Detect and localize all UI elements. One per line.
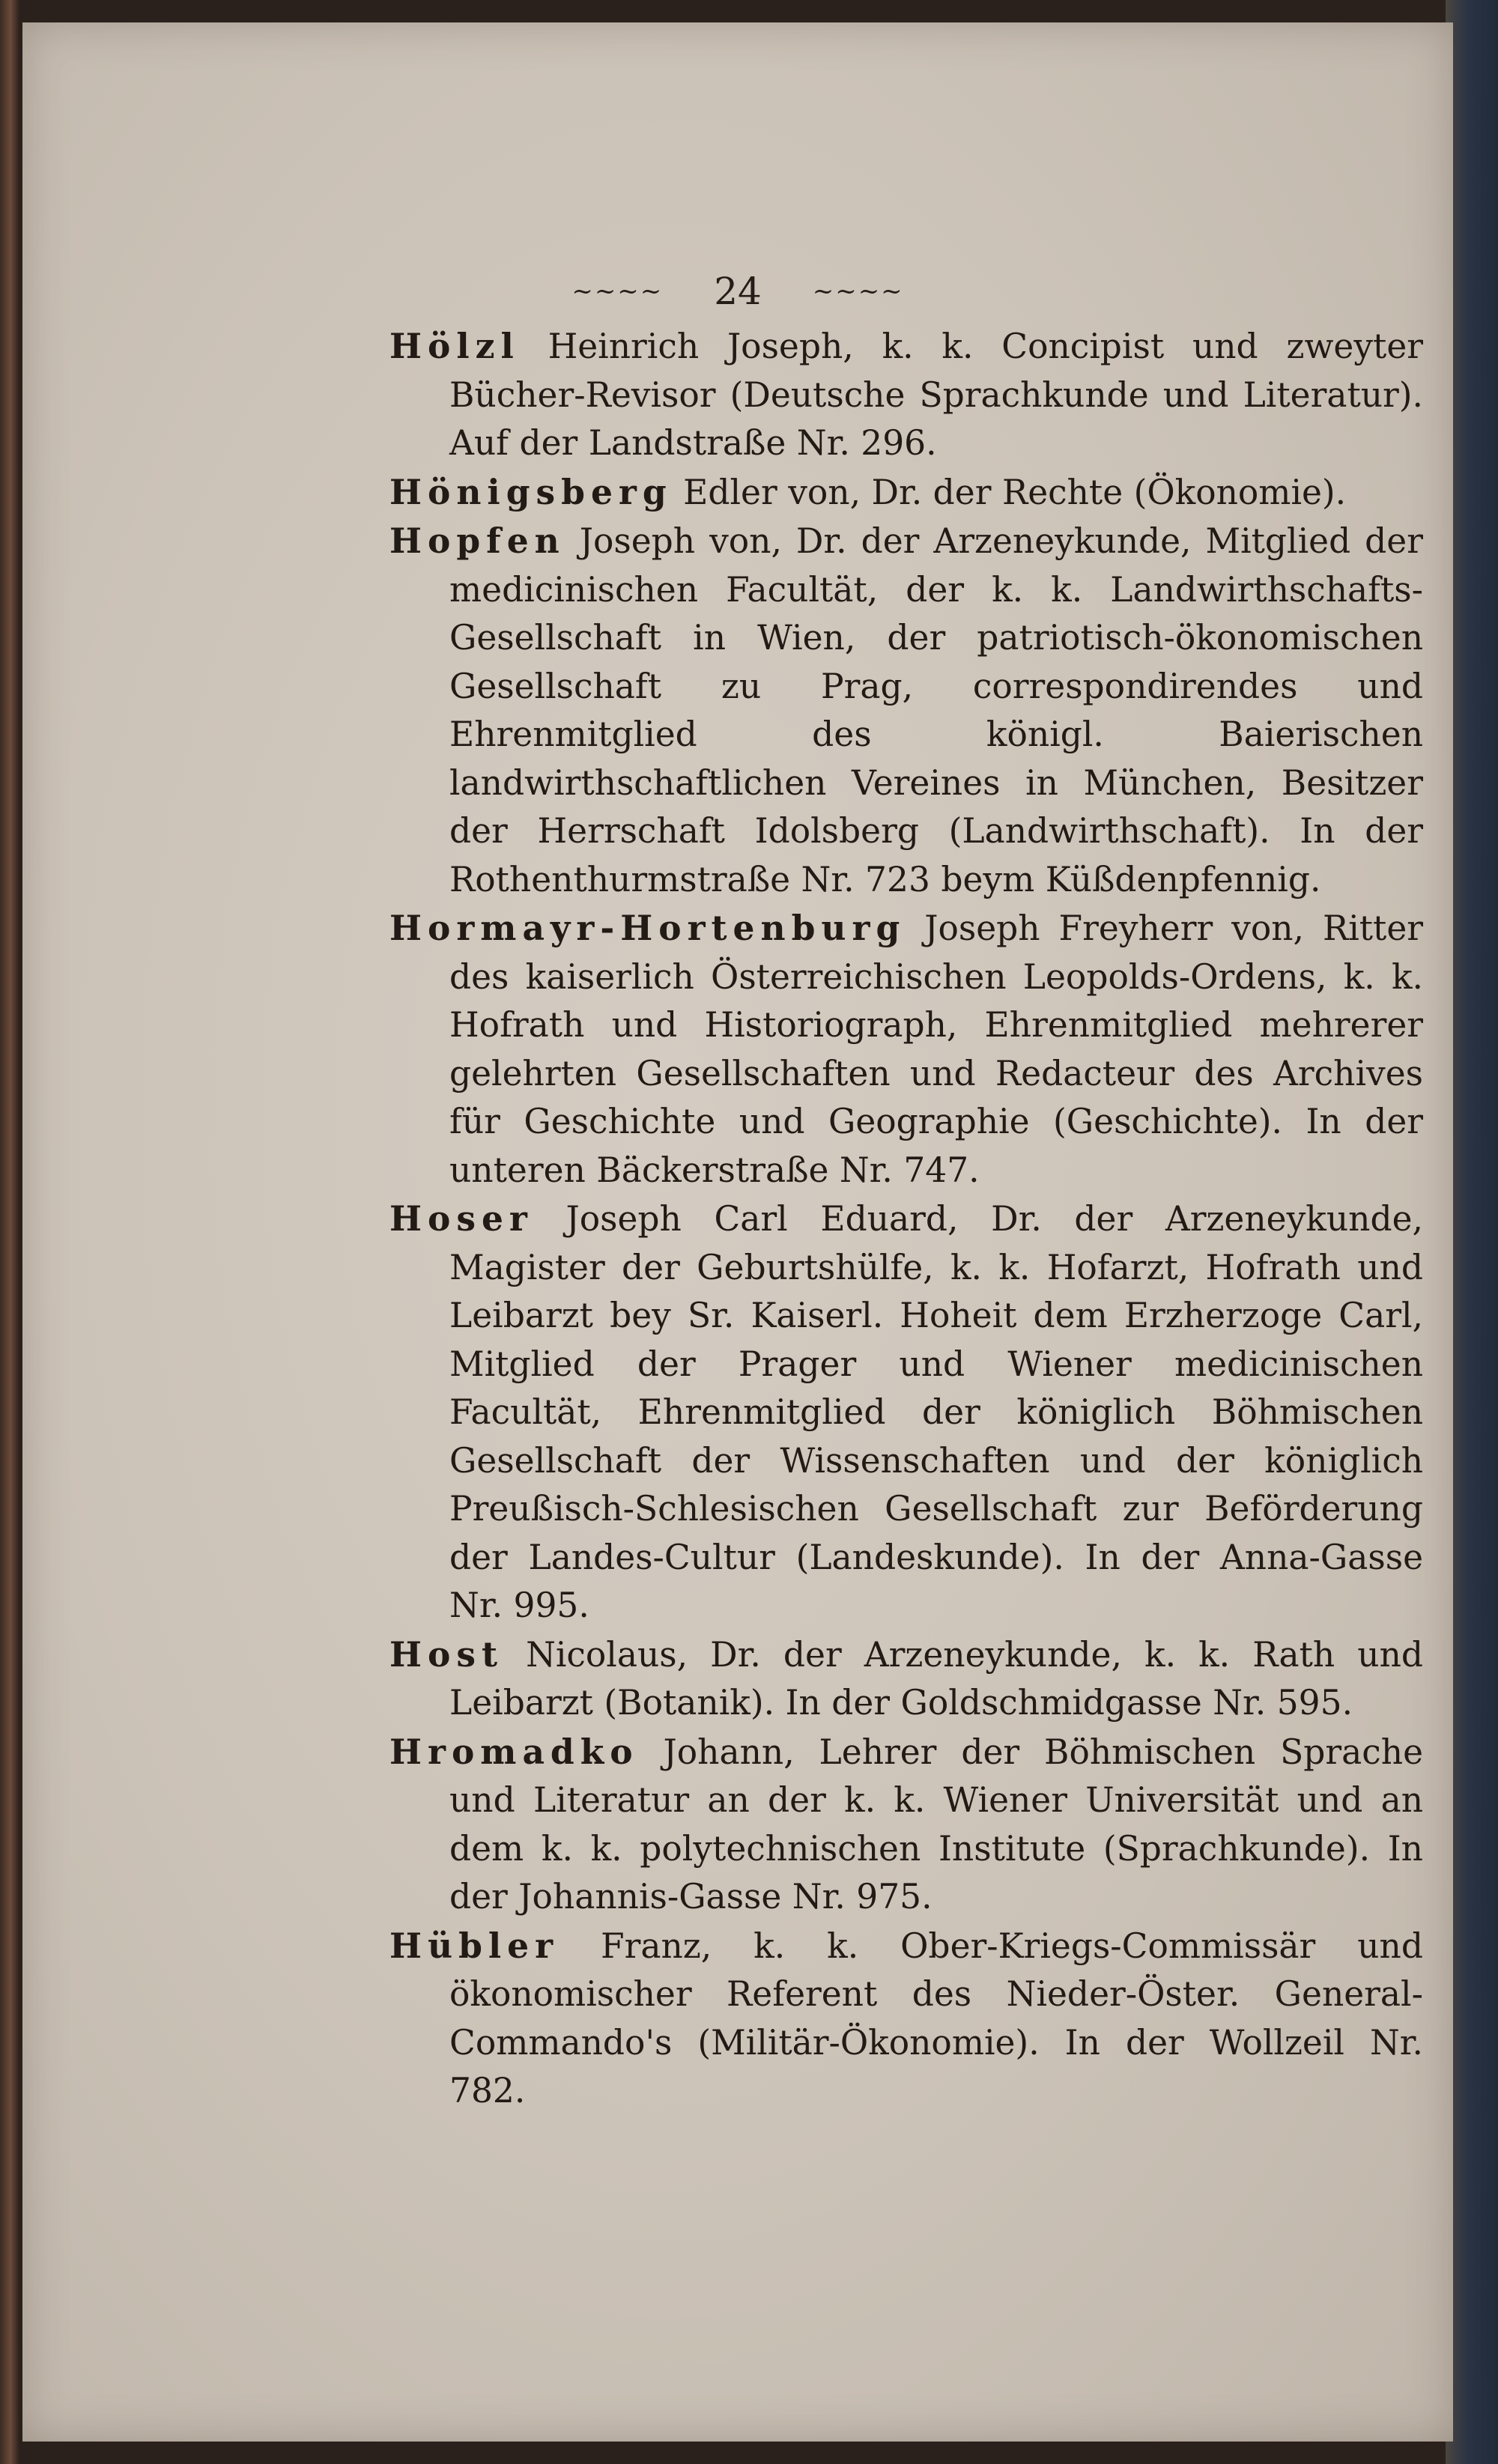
entry-text: Nicolaus, Dr. der Arzeneykunde, k. k. Rath und Leibarzt (Botanik). In der Goldschmidgasse Nr. 595. — [449, 1634, 1424, 1723]
entry-list — [389, 322, 1423, 2116]
entry-name: Hopfen — [389, 521, 565, 561]
entry-text: Joseph von, Dr. der Arzeneykunde, Mitglied der medicinischen Facultät, der k. k. Landwirthschafts-Gesellschaft in Wien, der patriotisch-ökonomischen Gesellschaft zu Prag, correspondirendes und Ehrenmitglied des königl. Baierischen landwirthschaftlichen Vereines in München, Besitzer der Herrschaft Idolsberg (Landwirthschaft). In der Rothenthurmstraße Nr. 723 beym Küßdenpfennig. — [449, 521, 1423, 899]
entry-text: Joseph Carl Eduard, Dr. der Arzeneykunde, Magister der Geburtshülfe, k. k. Hofarzt, Hofrath und Leibarzt bey Sr. Kaiserl. Hoheit dem Erzherzoge Carl, Mitglied der Prager und Wiener medicinischen Facultät, Ehrenmitglied der königlich Böhmischen Gesellschaft der Wissenschaften und der königlich Preußisch-Schlesischen Gesellschaft zur Beförderung der Landes-Cultur (Landeskunde). In der Anna-Gasse Nr. 995. — [449, 1199, 1423, 1625]
entry-name: Hölzl — [389, 326, 520, 366]
entry-name: Hormayr-Hortenburg — [389, 908, 906, 948]
entry-hoenigsberg — [389, 468, 1423, 518]
entry-text: Franz, k. k. Ober-Kriegs-Commissär und ökonomischer Referent des Nieder-Öster. General-Commando's (Militär-Ökonomie). In der Wollzeil Nr. 782. — [449, 1926, 1423, 2111]
entry-name: Hromadko — [389, 1731, 639, 1772]
entry-hoelzl — [389, 322, 1423, 468]
entry-hopfen — [389, 517, 1423, 904]
entry-host — [389, 1630, 1423, 1728]
entry-hoser — [389, 1195, 1423, 1630]
entry-hromadko — [389, 1728, 1423, 1922]
entry-text: Johann, Lehrer der Böhmischen Sprache und Literatur an der k. k. Wiener Universität und an dem k. k. polytechnischen Institute (Sprachkunde). In der Johannis-Gasse Nr. 975. — [449, 1732, 1424, 1917]
entry-name: Host — [389, 1633, 503, 1675]
entry-text: Edler von, Dr. der Rechte (Ökonomie). — [683, 472, 1347, 512]
book-page — [22, 22, 1453, 2442]
page-header — [22, 270, 1453, 313]
entry-huebler — [389, 1922, 1423, 2116]
entry-hormayr-hortenburg — [389, 904, 1423, 1195]
page-number: 24 — [714, 270, 762, 313]
entry-name: Hoser — [389, 1198, 533, 1239]
entry-name: Hönigsberg — [389, 471, 673, 512]
entry-text: Heinrich Joseph, k. k. Concipist und zweyter Bücher-Revisor (Deutsche Sprachkunde und Literatur). Auf der Landstraße Nr. 296. — [449, 327, 1423, 463]
header-ornament-left: ~~~~ — [571, 276, 664, 306]
header-ornament-right: ~~~~ — [812, 276, 904, 306]
book-cover-edge — [1446, 0, 1498, 2464]
entry-text: Joseph Freyherr von, Ritter des kaiserlich Österreichischen Leopolds-Ordens, k. k. Hofrath und Historiograph, Ehrenmitglied mehrerer gelehrten Gesellschaften und Redacteur des Archives für Geschichte und Geographie (Geschichte). In der unteren Bäckerstraße Nr. 747. — [449, 908, 1423, 1190]
entry-name: Hübler — [389, 1925, 560, 1966]
